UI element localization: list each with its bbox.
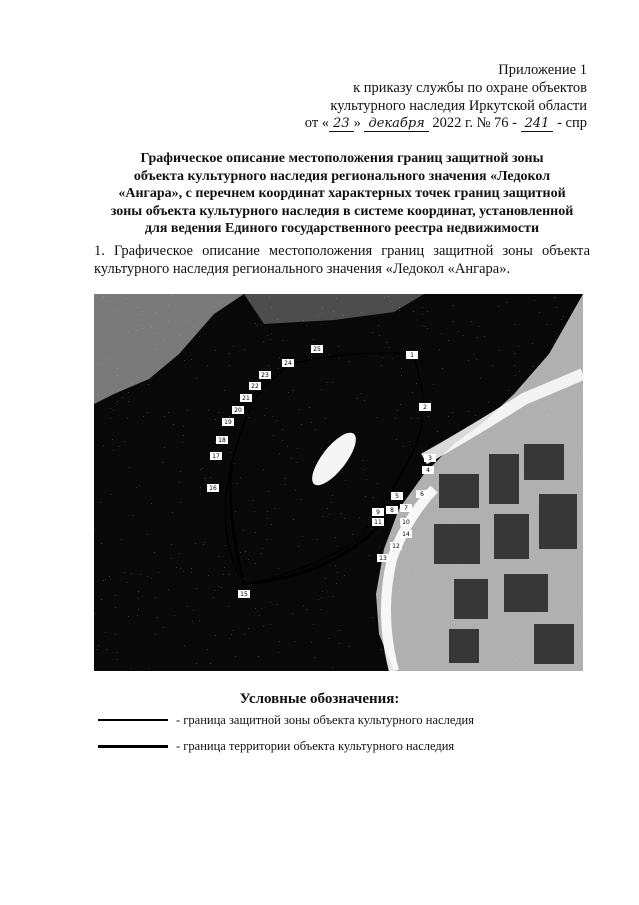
point-marker [207,484,219,492]
point-marker [424,454,436,462]
date-prefix: от « [304,115,330,131]
svg-text:18: 18 [218,437,226,444]
order-reference: к приказу службы по охране объектов [353,80,587,96]
title-line: зоны объекта культурного наследия в системе координат, установленной [110,203,574,219]
point-marker [400,504,412,512]
handwritten-month: декабря [364,116,428,132]
point-marker [259,371,271,379]
svg-text:6: 6 [420,491,424,498]
order-authority: культурного наследия Иркутской области [330,98,587,114]
handwritten-day: 23 [329,116,354,132]
svg-text:9: 9 [376,509,380,516]
thin-line-symbol [98,719,168,721]
point-marker [416,490,428,498]
svg-text:5: 5 [395,493,399,500]
point-marker [391,492,403,500]
point-marker [372,518,384,526]
date-quote: » [353,115,361,131]
svg-text:7: 7 [404,505,408,512]
title-line: «Ангара», с перечнем координат характерных точек границ защитной [118,186,566,202]
svg-text:24: 24 [284,360,292,367]
title-line: Графическое описание местоположения границ защитной зоны [140,151,544,166]
point-marker [210,452,222,460]
svg-text:15: 15 [240,591,248,598]
point-marker [377,554,389,562]
thick-line-symbol [98,745,168,748]
point-marker [216,436,228,444]
svg-text:4: 4 [426,467,430,474]
section-1-text: 1. Графическое описание местоположения границ защитной зоны объекта культурного наследия регионального значения «Ледокол «Ангара». [94,243,590,277]
point-marker [238,590,250,598]
svg-text:22: 22 [251,383,259,390]
point-marker [390,542,402,550]
svg-text:17: 17 [212,453,220,460]
svg-text:2: 2 [423,404,427,411]
legend-title: Условные обозначения: [239,691,400,707]
svg-text:16: 16 [209,485,217,492]
svg-text:19: 19 [224,419,232,426]
title-line: объекта культурного наследия регионального значения «Ледокол [133,168,551,184]
order-suffix: - спр [557,115,587,131]
year-number: 2022 г. № 76 - [432,115,518,131]
svg-text:20: 20 [234,407,242,414]
point-marker [282,359,294,367]
svg-text:8: 8 [390,507,394,514]
document-title [92,150,592,238]
point-marker [311,345,323,353]
svg-text:21: 21 [242,395,250,402]
point-marker [249,382,261,390]
point-marker [400,518,412,526]
point-marker [400,530,412,538]
svg-text:13: 13 [379,555,387,562]
legend-label: - граница территории объекта культурного наследия [176,739,455,753]
point-marker [406,351,418,359]
point-marker [422,466,434,474]
point-marker [372,508,384,516]
handwritten-number: 241 [521,116,554,132]
point-marker [240,394,252,402]
point-marker [222,418,234,426]
legend-label: - граница защитной зоны объекта культурного наследия [176,713,474,727]
appendix-label: Приложение 1 [498,62,587,78]
point-marker [232,406,244,414]
svg-text:10: 10 [402,519,410,526]
svg-text:11: 11 [374,519,382,526]
svg-text:14: 14 [402,531,410,538]
svg-text:1: 1 [410,352,414,359]
aerial-map [94,294,583,671]
point-marker [419,403,431,411]
svg-text:12: 12 [392,543,400,550]
title-line: для ведения Единого государственного реестра недвижимости [144,221,540,237]
svg-text:25: 25 [313,346,321,353]
point-marker [386,506,398,514]
svg-text:23: 23 [261,372,269,379]
order-date-number [305,115,587,132]
svg-text:3: 3 [428,455,432,462]
